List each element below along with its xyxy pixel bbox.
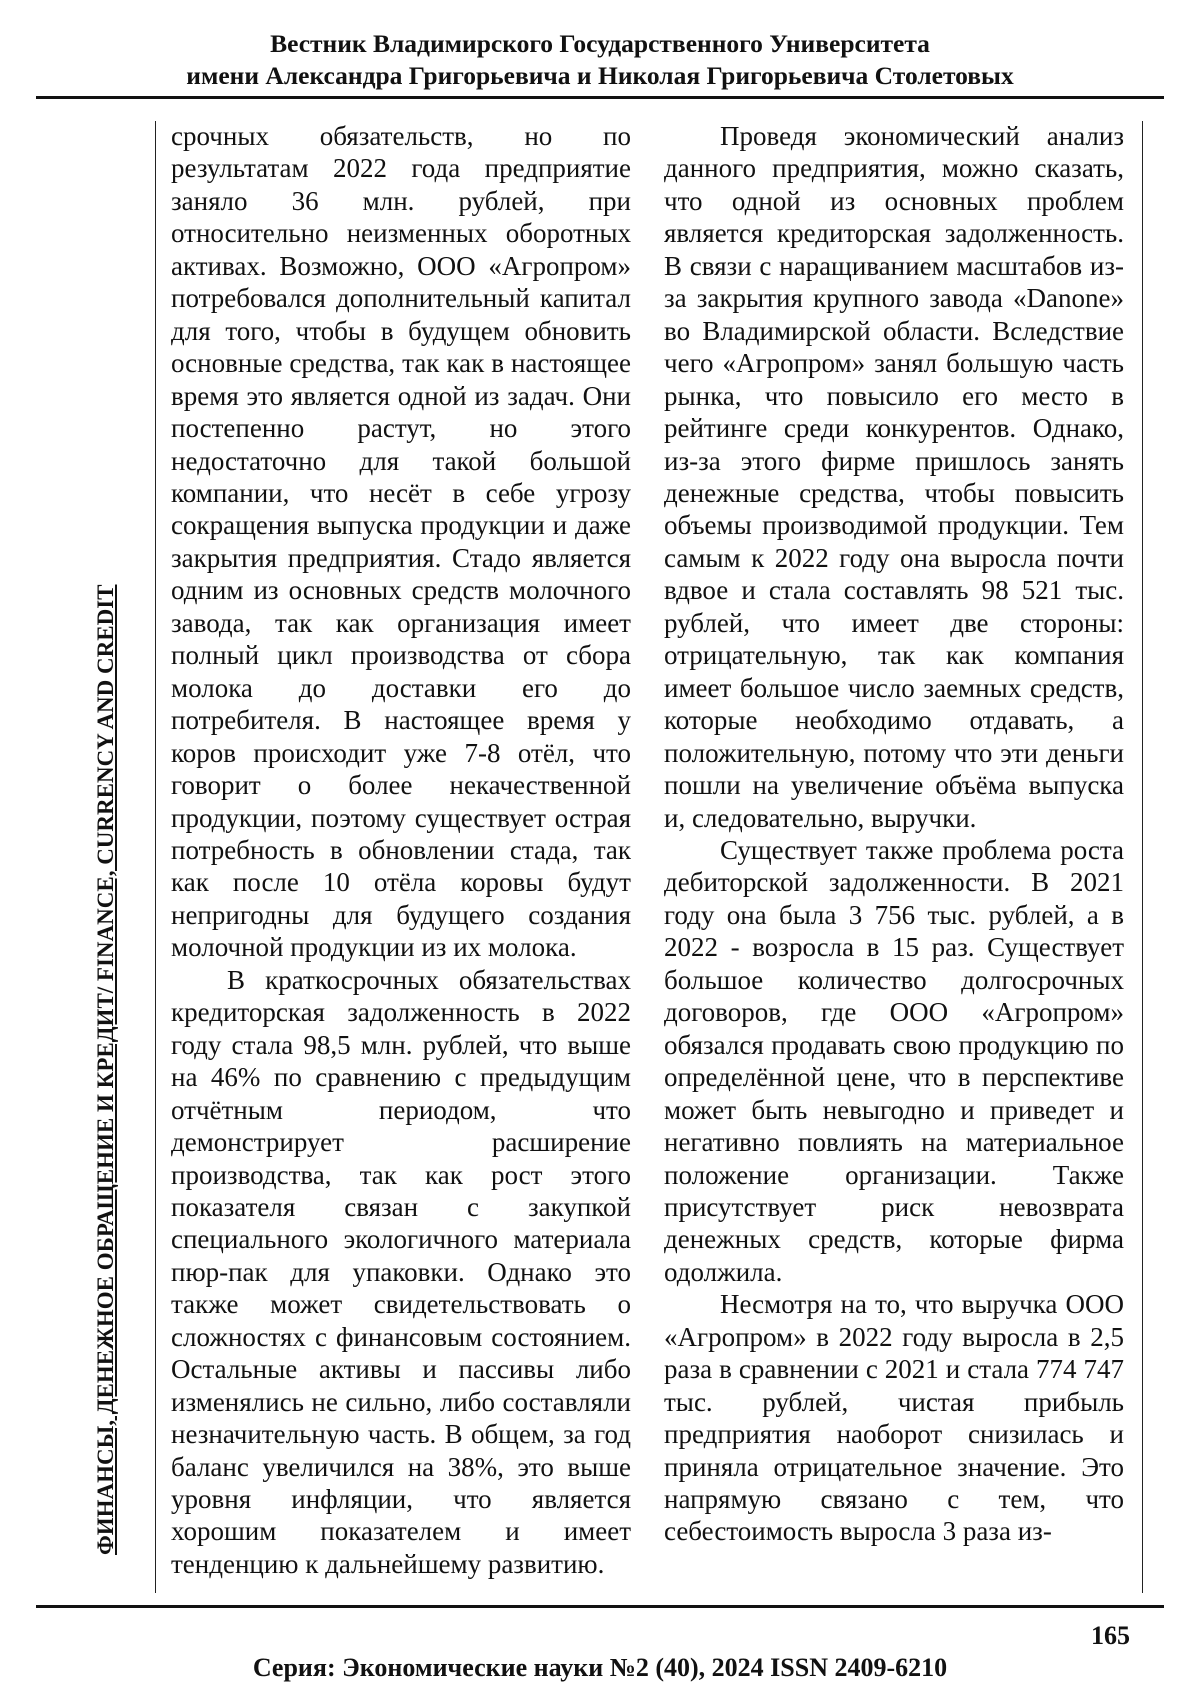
journal-header xyxy=(0,28,1200,92)
paragraph: срочных обязательств, но по результатам 2022 года предприятие заняло 36 млн. рублей, при относительно неизменных оборотных активах. Возможно, ООО «Агропром» потребовался дополнительный капитал для того, чтобы в будущем обновить основные средства, так как в настоящее время это является одной из задач. Они постепенно растут, но этого недостаточно для такой большой компании, что несёт в себе угрозу сокращения выпуска продукции и даже закрытия предприятия. Стадо является одним из основных средств молочного завода, так как организация имеет полный цикл производства от сбора молока до доставки его до потребителя. В настоящее время у коров происходит уже 7-8 отёл, что говорит о более некачественной продукции, поэтому существует острая потребность в обновлении стада, так как после 10 отёла коровы будут непригодны для будущего создания молочной продукции из их молока. xyxy=(171,121,631,963)
paragraph: Несмотря на то, что выручка ООО «Агропром» в 2022 году выросла в 2,5 раза в сравнении с 2021 и стала 774 747 тыс. рублей, чистая прибыль предприятия наоборот снизилась и приняла отрицательное значение. Это напрямую связано с тем, что себестоимость выросла 3 раза из- xyxy=(664,1289,1124,1547)
right-text-column xyxy=(664,120,1124,1548)
right-column-border xyxy=(1142,121,1143,1593)
section-sidebar-title: ФИНАНСЫ, ДЕНЕЖНОЕ ОБРАЩЕНИЕ И КРЕДИТ/ FINANCE, CURRENCY AND CREDIT xyxy=(93,584,118,1555)
paragraph: Существует также проблема роста дебиторской задолженности. В 2021 году она была 3 756 тыс. рублей, а в 2022 - возросла в 15 раз. Существует большое количество долгосрочных договоров, где ООО «Агропром» обязался продавать свою продукцию по определённой цене, что в перспективе может быть невыгодно и приведет и негативно повлиять на материальное положение организации. Также присутствует риск невозврата денежных средств, которые фирма одолжила. xyxy=(664,834,1124,1287)
paragraph: В краткосрочных обязательствах кредиторская задолженность в 2022 году стала 98,5 млн. рублей, что выше на 46% по сравнению с предыдущим отчётным периодом, что демонстрирует расширение производства, так как рост этого показателя связан с закупкой специального экологичного материала пюр-пак для упаковки. Однако это также может свидетельствовать о сложностях с финансовым состоянием. Остальные активы и пассивы либо изменялись не сильно, либо составляли незначительную часть. В общем, за год баланс увеличился на 38%, это выше уровня инфляции, что является хорошим показателем и имеет тенденцию к дальнейшему развитию. xyxy=(171,964,631,1579)
footer-divider xyxy=(36,1605,1164,1608)
header-divider xyxy=(36,96,1164,99)
series-footer: Серия: Экономические науки №2 (40), 2024 ISSN 2409-6210 xyxy=(252,1653,948,1682)
paragraph: Проведя экономический анализ данного предприятия, можно сказать, что одной из основных проблем является кредиторская задолженность. В связи с наращиванием масштабов из-за закрытия крупного завода «Danone» во Владимирской области. Вследствие чего «Агропром» занял большую часть рынка, что повысило его место в рейтинге среди конкурентов. Однако, из-за этого фирме пришлось занять денежные средства, чтобы повысить объемы производимой продукции. Тем самым к 2022 году она выросла почти вдвое и стала составлять 98 521 тыс. рублей, что имеет две стороны: отрицательную, так как компания имеет большое число заемных средств, которые необходимо отдавать, а положительную, потому что эти деньги пошли на увеличение объёма выпуска и, следовательно, выручки. xyxy=(664,121,1124,833)
page-number: 165 xyxy=(1091,1621,1130,1650)
journal-title-line2: имени Александра Григорьевича и Николая Григорьевича Столетовых xyxy=(186,61,1014,90)
journal-title-line1: Вестник Владимирского Государственного Университета xyxy=(270,29,930,58)
left-text-column xyxy=(171,120,631,1580)
left-column-border xyxy=(155,121,156,1593)
